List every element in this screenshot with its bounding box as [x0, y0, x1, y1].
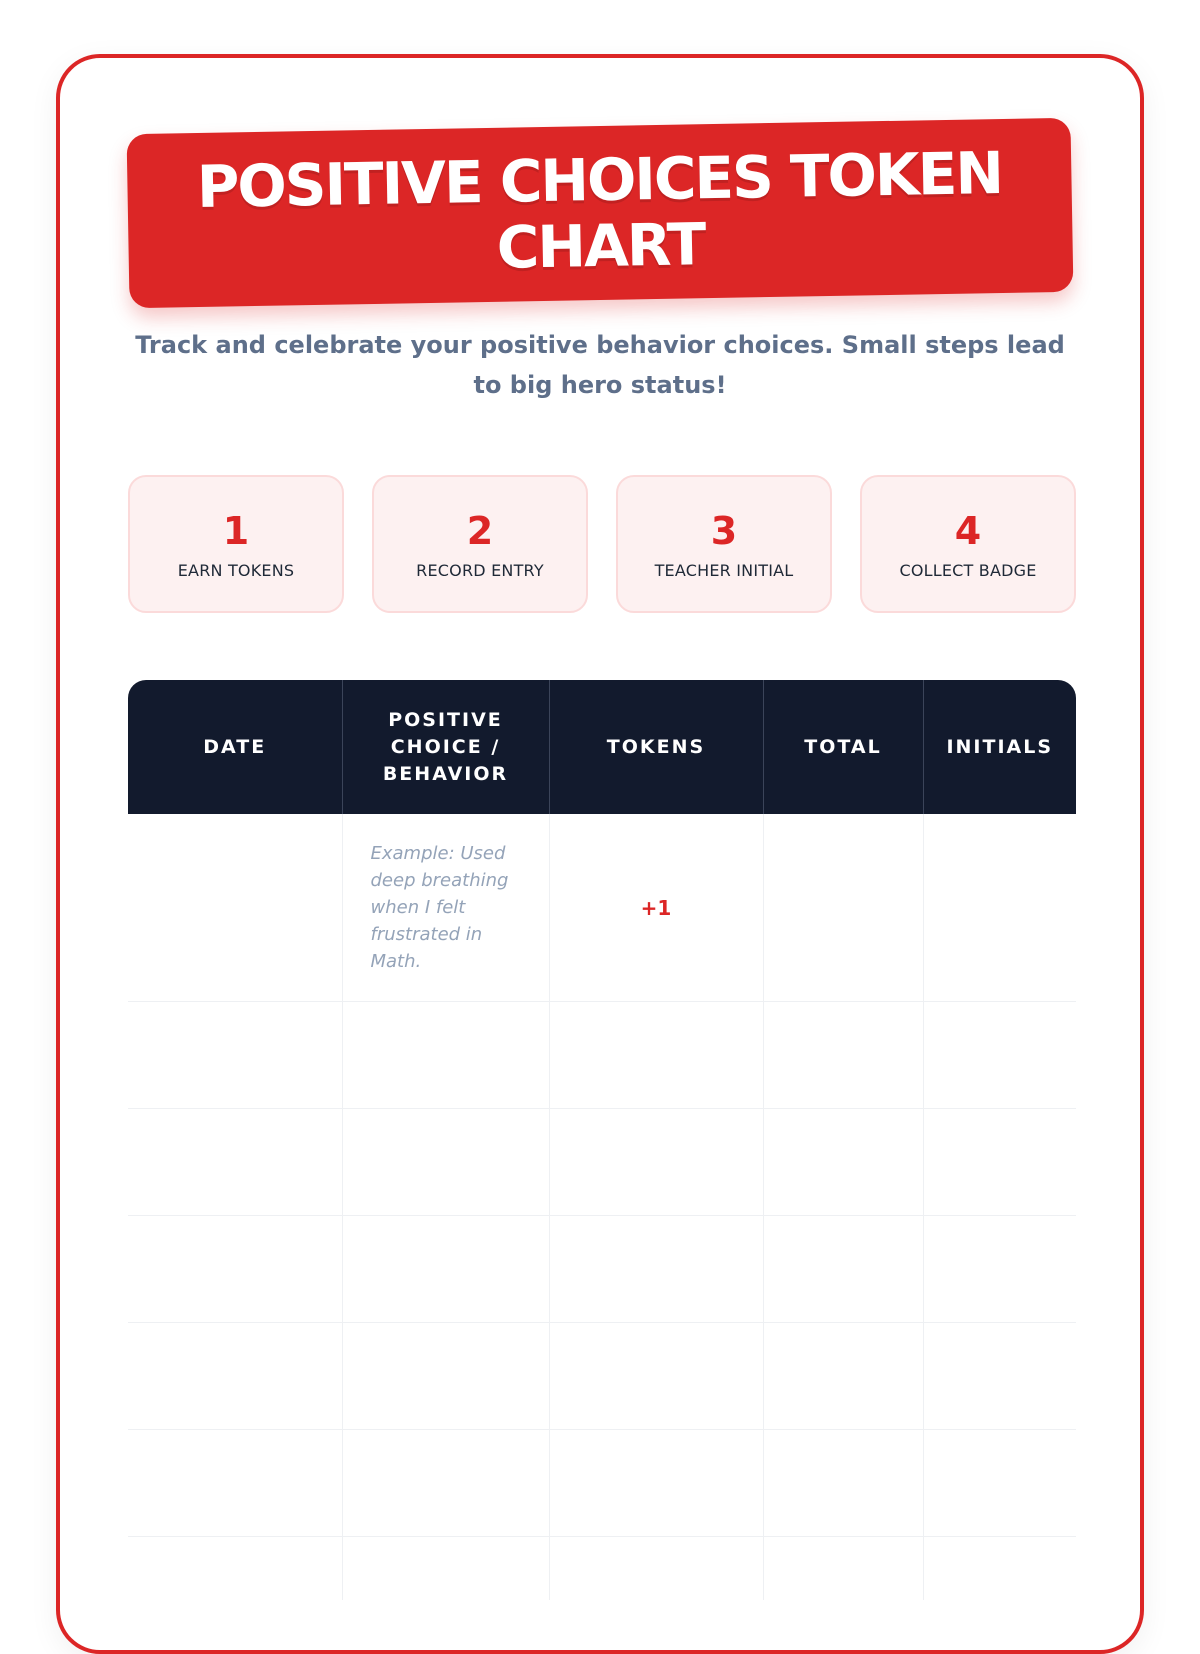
cell-tokens[interactable]: [549, 1109, 763, 1216]
header-tokens: TOKENS: [549, 680, 763, 814]
page-title: POSITIVE CHOICES TOKEN CHART: [196, 138, 1003, 282]
step-label: EARN TOKENS: [177, 560, 295, 580]
step-number: 2: [466, 508, 494, 553]
steps-row: [128, 475, 1076, 613]
header-total: TOTAL: [763, 680, 923, 814]
step-number: 3: [710, 508, 738, 553]
cell-date[interactable]: [128, 1216, 342, 1323]
cell-tokens[interactable]: [549, 1537, 763, 1601]
table-row: [128, 1537, 1076, 1601]
table-row: [128, 1323, 1076, 1430]
cell-choice[interactable]: [342, 1323, 549, 1430]
step-card-record-entry: [372, 475, 588, 613]
cell-date[interactable]: [128, 1430, 342, 1537]
token-table-container: [128, 680, 1076, 1600]
cell-initials[interactable]: [923, 1537, 1076, 1601]
cell-tokens[interactable]: [549, 1323, 763, 1430]
table-row: [128, 1002, 1076, 1109]
cell-initials[interactable]: [923, 1216, 1076, 1323]
step-card-teacher-initial: [616, 475, 832, 613]
step-label: COLLECT BADGE: [899, 560, 1037, 580]
example-token-value: +1: [640, 895, 672, 920]
cell-tokens[interactable]: [549, 1216, 763, 1323]
cell-date[interactable]: [128, 814, 342, 1002]
page-subtitle: Track and celebrate your positive behavior choices. Small steps lead to big hero status!: [135, 331, 1065, 399]
cell-tokens[interactable]: [549, 1002, 763, 1109]
step-number: 4: [954, 508, 982, 553]
cell-initials[interactable]: [923, 1323, 1076, 1430]
cell-total[interactable]: [763, 1109, 923, 1216]
cell-choice[interactable]: [342, 814, 549, 1002]
title-banner: [127, 118, 1074, 308]
cell-initials[interactable]: [923, 1430, 1076, 1537]
cell-total[interactable]: [763, 1323, 923, 1430]
cell-total[interactable]: [763, 814, 923, 1002]
cell-total[interactable]: [763, 1430, 923, 1537]
cell-tokens[interactable]: [549, 1430, 763, 1537]
token-table: [128, 680, 1076, 1600]
cell-initials[interactable]: [923, 1002, 1076, 1109]
cell-date[interactable]: [128, 1002, 342, 1109]
header-positive-choice: POSITIVE CHOICE / BEHAVIOR: [342, 680, 549, 814]
cell-date[interactable]: [128, 1537, 342, 1601]
example-choice-text: Example: Used deep breathing when I felt frustrated in Math.: [370, 843, 509, 972]
step-label: TEACHER INITIAL: [654, 560, 794, 580]
table-row: [128, 1109, 1076, 1216]
step-number: 1: [222, 508, 250, 553]
header-date: DATE: [128, 680, 342, 814]
cell-choice[interactable]: [342, 1109, 549, 1216]
cell-date[interactable]: [128, 1109, 342, 1216]
step-label: RECORD ENTRY: [416, 560, 544, 580]
cell-initials[interactable]: [923, 1109, 1076, 1216]
cell-initials[interactable]: [923, 814, 1076, 1002]
cell-choice[interactable]: [342, 1216, 549, 1323]
header-initials: INITIALS: [946, 735, 1054, 758]
table-row: [128, 1430, 1076, 1537]
cell-total[interactable]: [763, 1216, 923, 1323]
table-header-row: [128, 680, 1076, 814]
step-card-collect-badge: [860, 475, 1076, 613]
cell-choice[interactable]: [342, 1537, 549, 1601]
cell-date[interactable]: [128, 1323, 342, 1430]
cell-tokens[interactable]: [549, 814, 763, 1002]
table-row-example: [128, 814, 1076, 1002]
step-card-earn-tokens: [128, 475, 344, 613]
cell-choice[interactable]: [342, 1002, 549, 1109]
cell-choice[interactable]: [342, 1430, 549, 1537]
cell-total[interactable]: [763, 1537, 923, 1601]
cell-total[interactable]: [763, 1002, 923, 1109]
table-row: [128, 1216, 1076, 1323]
